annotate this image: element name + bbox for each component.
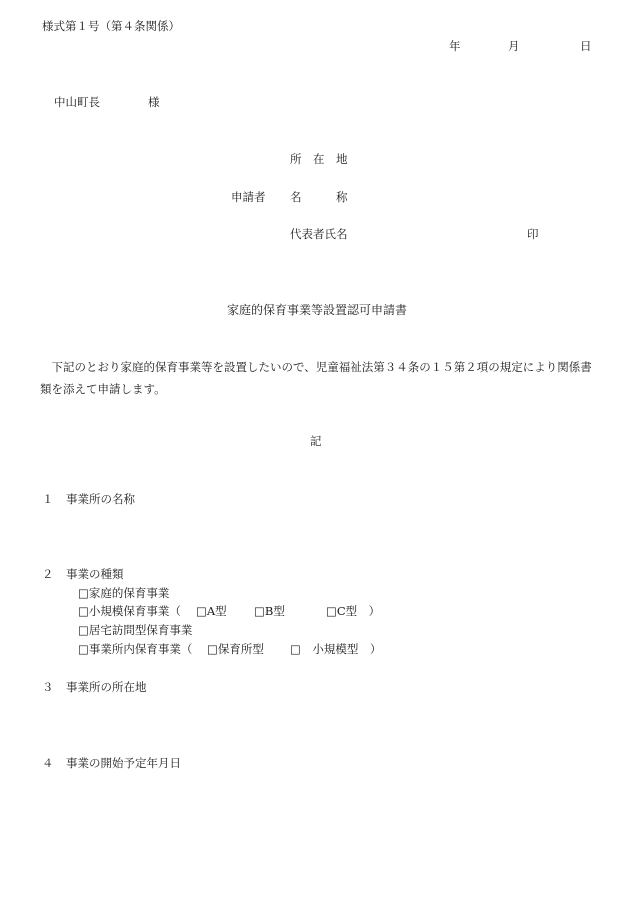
option-workplace-small: □ 小規模型 ） [290, 642, 382, 656]
representative-label: 代表者氏名 [290, 227, 348, 241]
item3-label: 事業所の所在地 [66, 680, 147, 694]
document-title: 家庭的保育事業等設置認可申請書 [227, 303, 408, 317]
item1-number: １ [42, 492, 54, 506]
item3-number: ３ [42, 680, 54, 694]
date-month: 月 [508, 39, 520, 53]
applicant-label: 申請者 [231, 190, 266, 204]
date-day: 日 [580, 39, 592, 53]
addressee-honorific: 様 [148, 95, 160, 109]
item4-label: 事業の開始予定年月日 [66, 756, 181, 770]
option-small-scale-c: □C型 ） [326, 604, 381, 618]
item4-number: ４ [42, 756, 54, 770]
addressee-name: 中山町長 [54, 95, 100, 109]
item2-number: ２ [42, 567, 54, 581]
option-workplace: □事業所内保育事業（ [78, 642, 193, 656]
option-small-scale: □小規模保育事業（ [78, 604, 181, 618]
item2-label: 事業の種類 [66, 567, 124, 581]
date-year: 年 [449, 39, 461, 53]
ki-heading: 記 [310, 434, 322, 448]
form-label: 様式第１号（第４条関係） [42, 19, 180, 33]
seal-mark: 印 [527, 227, 539, 241]
address-label: 所 在 地 [290, 152, 348, 166]
option-workplace-nursery: □保育所型 [207, 642, 264, 656]
option-home-visit: □居宅訪問型保育事業 [78, 623, 193, 637]
name-label: 名 称 [290, 190, 348, 204]
option-small-scale-b: □B型 [254, 604, 285, 618]
body-text: 下記のとおり家庭的保育事業等を設置したいので、児童福祉法第３４条の１５第２項の規定により関係書類を添えて申請します。 [40, 360, 592, 396]
item1-label: 事業所の名称 [66, 492, 135, 506]
option-home-childcare: □家庭的保育事業 [78, 586, 170, 600]
option-small-scale-a: □A型 [196, 604, 227, 618]
